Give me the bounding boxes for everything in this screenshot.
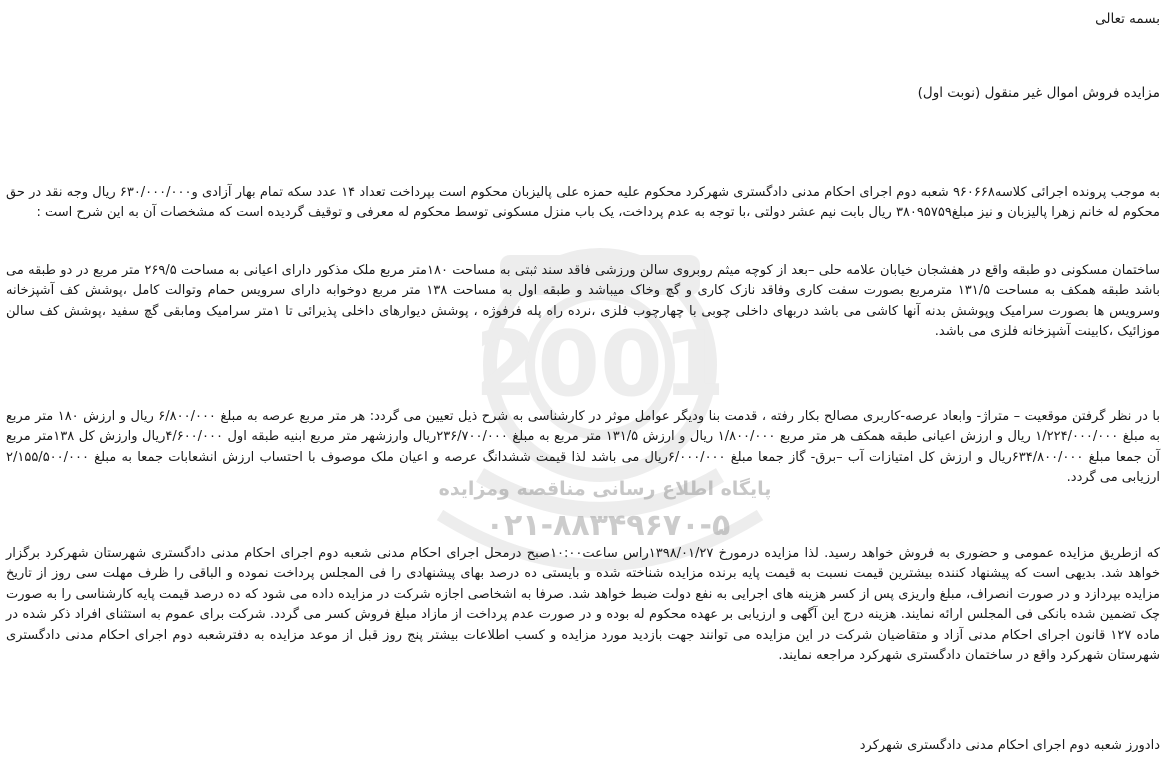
- paragraph-property: ساختمان مسکونی دو طبقه واقع در هفشجان خیابان علامه حلی –بعد از کوچه میثم روبروی سالن ورزشی فاقد سند ثبتی به مساحت ۱۸۰متر مربع ملک مذکور دارای اعیانی به مساحت ۲۶۹/۵ متر مربع در دو طبقه می باشد طبقه همکف به مساحت ۱۳۱/۵ مترمربع بصورت سفت کاری وفاقد نازک کاری و گچ وخاک میباشد و طبقه اول به مساحت ۱۳۸ متر مربع دوخوابه دارای سرویس حمام وتوالت کامل ،پوشش کف آشپزخانه وسرویس ها بصورت سرامیک وپوشش بدنه آنها کاشی می باشد دربهای داخلی چوبی با چهارچوب فلزی ،نرده راه پله فرفوژه ، پوشش دیوارهای داخلی پذیرائی تا ۱متر سرامیک ومابقی گچ سفید ،پوشش کف سالن موزائیک ،کابینت آشپزخانه فلزی می باشد.: [6, 263, 1160, 340]
- paragraph-valuation: با در نظر گرفتن موقعیت – متراژ- وابعاد عرصه-کاربری مصالح بکار رفته ، قدمت بنا ودیگر عوامل موثر در کارشناسی به شرح ذیل تعیین می گردد: هر متر مربع عرصه به مبلغ ۶/۸۰۰/۰۰۰ ریال و ارزش ۱۸۰ متر مربع به مبلغ ۱/۲۲۴/۰۰۰/۰۰۰ ریال و ارزش اعیانی طبقه همکف هر متر مربع ۱/۸۰۰/۰۰۰ ریال و ارزش ۱۳۱/۵ متر مربع به مبلغ ۲۳۶/۷۰۰/۰۰۰ریال وارزشهر متر مربع ابنیه طبقه اول ۴/۶۰۰/۰۰۰ریال وارزش کل ۱۳۸متر مربع آن جمعا مبلغ ۶۳۴/۸۰۰/۰۰۰ریال و ارزش کل امتیازات آب –برق- گاز جمعا مبلغ ۶/۰۰۰/۰۰۰ریال می باشد لذا قیمت ششدانگ عرصه و اعیان ملک موصوف با احتساب ارزش انشعابات جمعا به مبلغ ۲/۱۵۵/۵۰۰/۰۰۰ ارزیابی می گردد.: [6, 409, 1160, 486]
- page-title: مزایده فروش اموال غیر منقول (نوبت اول): [917, 85, 1160, 101]
- watermark-phone: ۰۲۱-۸۸۳۴۹۶۷۰-۵: [485, 508, 731, 543]
- paragraph-auction-terms: که ازطریق مزایده عمومی و حضوری به فروش خواهد رسید. لذا مزایده درمورخ ۱۳۹۸/۰۱/۲۷راس ساعت۱۰:۰۰صبح درمحل اجرای احکام مدنی شعبه دوم اجرای احکام مدنی دادگستری شهرستان شهرکرد برگزار خواهد شد. بدیهی است که پیشنهاد کننده بیشترین قیمت نسبت به قیمت پایه برنده مزایده شناخته شده و بایستی ده درصد بهای پیشنهادی را فی المجلس پرداخت نموده و الباقی را ظرف مهلت سی روز از تاریخ مزایده بپردازد و در صورت انصراف، مبلغ واریزی پس از کسر هزینه های اجرایی به نفع دولت ضبط خواهد شد. صرفا به اشخاصی اجازه شرکت در مزایده داده می شود که ده درصد قیمت پایه کارشناسی را به صورت چک تضمین شده بانکی فی المجلس ارائه نمایند. هزینه درج این آگهی و ارزیابی بر عهده محکوم له بوده و در صورت عدم پرداخت از مازاد مبلغ فروش کسر می گردد. شرکت برای عموم به استثنای افراد ذکر شده در ماده ۱۲۷ قانون اجرای احکام مدنی آزاد و متقاضیان شرکت در این مزایده می توانند جهت بازدید مورد مزایده و کسب اطلاعات بیشتر پنج روز قبل از موعد مزایده به دفترشعبه دوم اجرای احکام مدنی دادگستری شهرستان شهرکرد واقع در ساختمان دادگستری شهرکرد مراجعه نمایند.: [6, 546, 1160, 664]
- paragraph-case: به موجب پرونده اجرائی کلاسه۹۶۰۶۶۸ شعبه دوم اجرای احکام مدنی دادگستری شهرکرد محکوم علیه حمزه علی پالیزبان محکوم است بپرداخت تعداد ۱۴ عدد سکه تمام بهار آزادی و۶۳۰/۰۰۰/۰۰۰ ریال وجه نقد در حق محکوم له خانم زهرا پالیزبان و نیز مبلغ۳۸۰۹۵۷۵۹ ریال بابت نیم عشر دولتی ،با توجه به عدم پرداخت، یک باب منزل مسکونی توسط محکوم له معرفی و توقیف گردیده است که مشخصات آن به این شرح است :: [6, 185, 1160, 221]
- watermark-text: پایگاه اطلاع رسانی مناقصه ومزایده: [438, 478, 772, 500]
- svg-text:2001: 2001: [474, 312, 726, 417]
- signature: دادورز شعبه دوم اجرای احکام مدنی دادگستری شهرکرد: [859, 738, 1160, 753]
- basmala: بسمه تعالی: [1095, 11, 1160, 27]
